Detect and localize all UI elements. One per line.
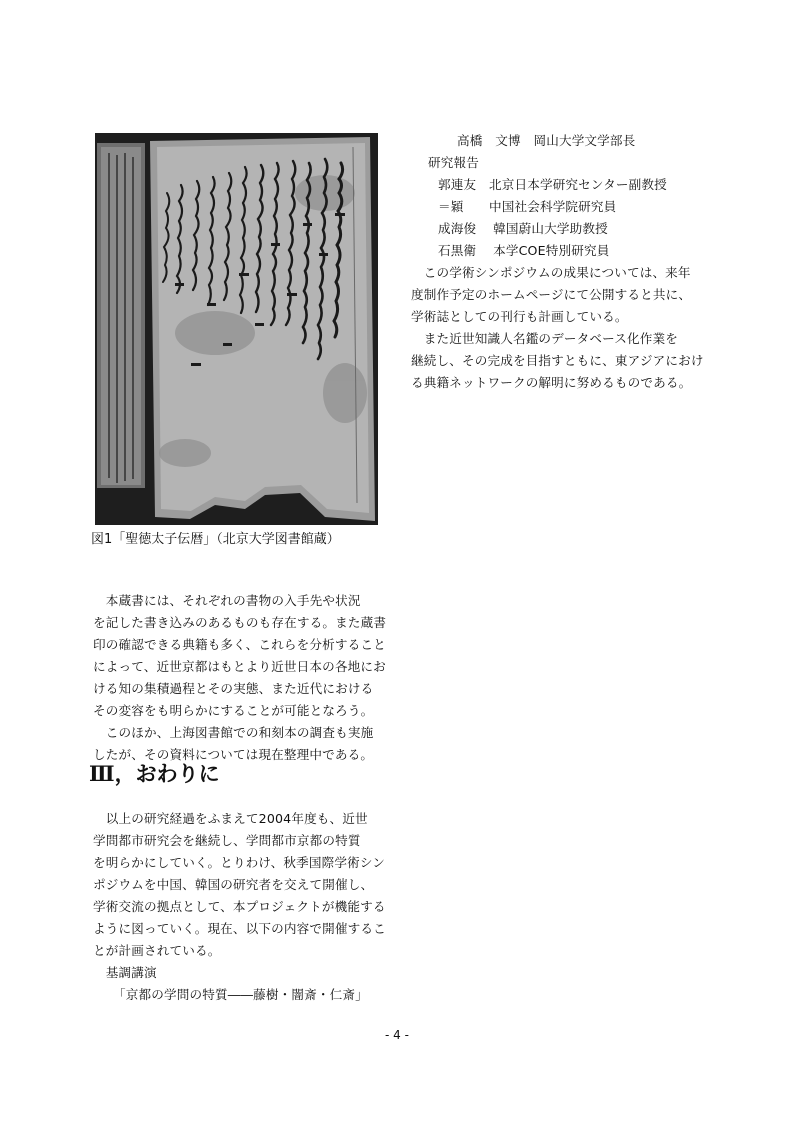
- keynote-title: 「京都の学問の特質――藤樹・闇斎・仁斎」: [113, 987, 368, 1002]
- paragraph3-line: 学術交流の拠点として、本プロジェクトが機能する: [93, 899, 386, 914]
- paragraph3-line: 学問都市研究会を継続し、学問都市京都の特質: [93, 833, 361, 848]
- reporter-entry: 郭連友 北京日本学研究センター副教授: [438, 177, 667, 192]
- keynote-label: 基調講演: [93, 965, 157, 980]
- paragraph3-line: とが計画されている。: [93, 943, 221, 958]
- page-number: - 4 -: [385, 1028, 409, 1042]
- paragraph3-line: ように図っていく。現在、以下の内容で開催するこ: [93, 921, 386, 936]
- paragraph2-line: したが、その資料については現在整理中である。: [93, 747, 374, 762]
- paragraph3-line: を明らかにしていく。とりわけ、秋季国際学術シン: [93, 855, 386, 870]
- paragraph2-line: このほか、上海図書館での和刻本の調査も実施: [93, 725, 374, 740]
- paragraph5-line: 継続し、その完成を目指すともに、東アジアにおけ: [411, 353, 704, 368]
- paragraph1-line: によって、近世京都はもとより近世日本の各地にお: [93, 659, 386, 674]
- manuscript-figure: [95, 133, 378, 525]
- reporter-entry: 成海俊 韓国蔚山大学助教授: [438, 221, 608, 236]
- paragraph3-line: 以上の研究経過をふまえて2004年度も、近世: [93, 811, 368, 826]
- paragraph4-line: この学術シンポジウムの成果については、来年: [411, 265, 691, 280]
- reporter-entry: 石黒衛 本学COE特別研究員: [438, 243, 610, 258]
- paragraph5-line: る典籍ネットワークの解明に努めるものである。: [411, 375, 692, 390]
- paragraph1-line: その変容をも明らかにすることが可能となろう。: [93, 703, 374, 718]
- paragraph1-line: 印の確認できる典籍も多く、これらを分析すること: [93, 637, 386, 652]
- reports-label: 研究報告: [428, 155, 479, 170]
- section-heading: Ⅲ，おわりに: [89, 761, 220, 786]
- paragraph4-line: 度制作予定のホームページにて公開すると共に、: [411, 287, 692, 302]
- paragraph1-line: を記した書き込みのあるものも存在する。また蔵書: [93, 615, 387, 630]
- paragraph5-line: また近世知識人名鑑のデータベース化作業を: [411, 331, 678, 346]
- paragraph3-line: ポジウムを中国、韓国の研究者を交えて開催し、: [93, 877, 374, 892]
- reporter-entry: ＝穎 中国社会科学院研究員: [438, 199, 617, 214]
- paragraph1-line: ける知の集積過程とその実態、また近代における: [93, 681, 374, 696]
- paragraph4-line: 学術誌としての刊行も計画している。: [411, 309, 628, 324]
- keynote-speaker: 高橋 文博 岡山大学文学部長: [457, 133, 636, 148]
- paragraph1-line: 本蔵書には、それぞれの書物の入手先や状況: [93, 593, 361, 608]
- figure-caption: 図1「聖徳太子伝暦」（北京大学図書館蔵）: [91, 532, 340, 547]
